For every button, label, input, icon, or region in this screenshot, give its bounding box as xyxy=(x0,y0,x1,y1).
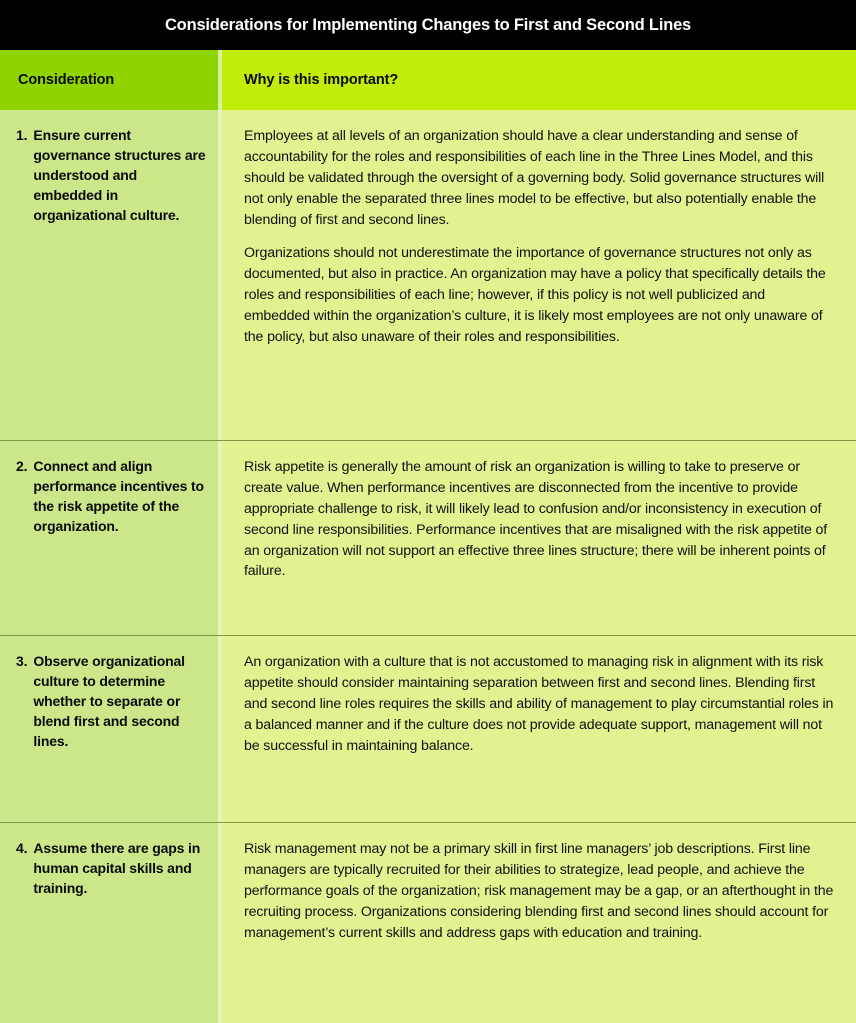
column-header-importance xyxy=(222,50,856,110)
importance-paragraph: Employees at all levels of an organization should have a clear understanding and sense of accountability for the roles and responsibilities of each line in the Three Lines Model, and this should be validated through the oversight of a governing body. Solid governance structures will not only enable the separated three lines model to be effective, but also potentially enable the blending of first and second lines. xyxy=(244,128,825,228)
column-header-consideration xyxy=(0,50,222,110)
consideration-item xyxy=(16,839,206,899)
column-header-consideration-label: Consideration xyxy=(18,72,115,88)
table-row xyxy=(0,635,856,822)
consideration-number: 2. xyxy=(16,458,28,474)
consideration-cell xyxy=(0,636,222,822)
consideration-cell xyxy=(0,441,222,635)
table-row xyxy=(0,110,856,440)
consideration-item xyxy=(16,126,206,225)
importance-paragraph: Risk management may not be a primary skill in first line managers’ job descriptions. First line managers are typically recruited for their abilities to strategize, lead people, and achieve the performance goals of the organization; risk management may be a gap, or an afterthought in the recruiting process. Organizations considering blending first and second lines should account for management’s current skills and address gaps with education and training. xyxy=(244,841,834,941)
consideration-cell xyxy=(0,110,222,440)
consideration-item xyxy=(16,652,206,751)
consideration-text: Assume there are gaps in human capital skills and training. xyxy=(33,840,201,896)
table-title-bar xyxy=(0,0,856,50)
table-header-row xyxy=(0,50,856,110)
importance-paragraph: An organization with a culture that is not accustomed to managing risk in alignment with its risk appetite should consider maintaining separation between first and second lines. Blending first and second line roles requires the skills and ability of management to play circumstantial roles in a balanced manner and if the culture does not provide adequate support, management will not be successful in maintaining balance. xyxy=(244,654,834,754)
consideration-number: 1. xyxy=(16,127,28,143)
importance-cell xyxy=(222,823,856,1023)
importance-paragraph: Organizations should not underestimate the importance of governance structures not only as documented, but also in practice. An organization may have a policy that specifically details the roles and responsibilities of each line; however, if this policy is not well publicized and embedded within the organization’s culture, it is likely most employees are not only unaware of the policy, but also unaware of their roles and responsibilities. xyxy=(244,245,826,345)
importance-cell xyxy=(222,441,856,635)
consideration-text: Ensure current governance structures are understood and embedded in organizational culture. xyxy=(33,127,206,223)
consideration-text: Observe organizational culture to determine whether to separate or blend first and second lines. xyxy=(33,653,185,749)
importance-cell xyxy=(222,110,856,440)
importance-paragraph: Risk appetite is generally the amount of risk an organization is willing to take to preserve or create value. When performance incentives are disconnected from the incentive to provide appropriate challenge to risk, it will likely lead to confusion and/or inconsistency in execution of second line responsibilities. Performance incentives that are misaligned with the risk appetite of an organization will not support an effective three lines structure; there will be inherent points of failure. xyxy=(244,459,828,580)
importance-cell xyxy=(222,636,856,822)
table-row xyxy=(0,822,856,1023)
column-header-importance-label: Why is this important? xyxy=(244,72,399,88)
consideration-number: 3. xyxy=(16,653,28,669)
consideration-number: 4. xyxy=(16,840,28,856)
table-body xyxy=(0,110,856,1023)
consideration-cell xyxy=(0,823,222,1023)
consideration-item xyxy=(16,457,206,537)
page-title: Considerations for Implementing Changes to First and Second Lines xyxy=(164,15,692,34)
consideration-text: Connect and align performance incentives to the risk appetite of the organization. xyxy=(33,458,204,534)
table-row xyxy=(0,440,856,635)
